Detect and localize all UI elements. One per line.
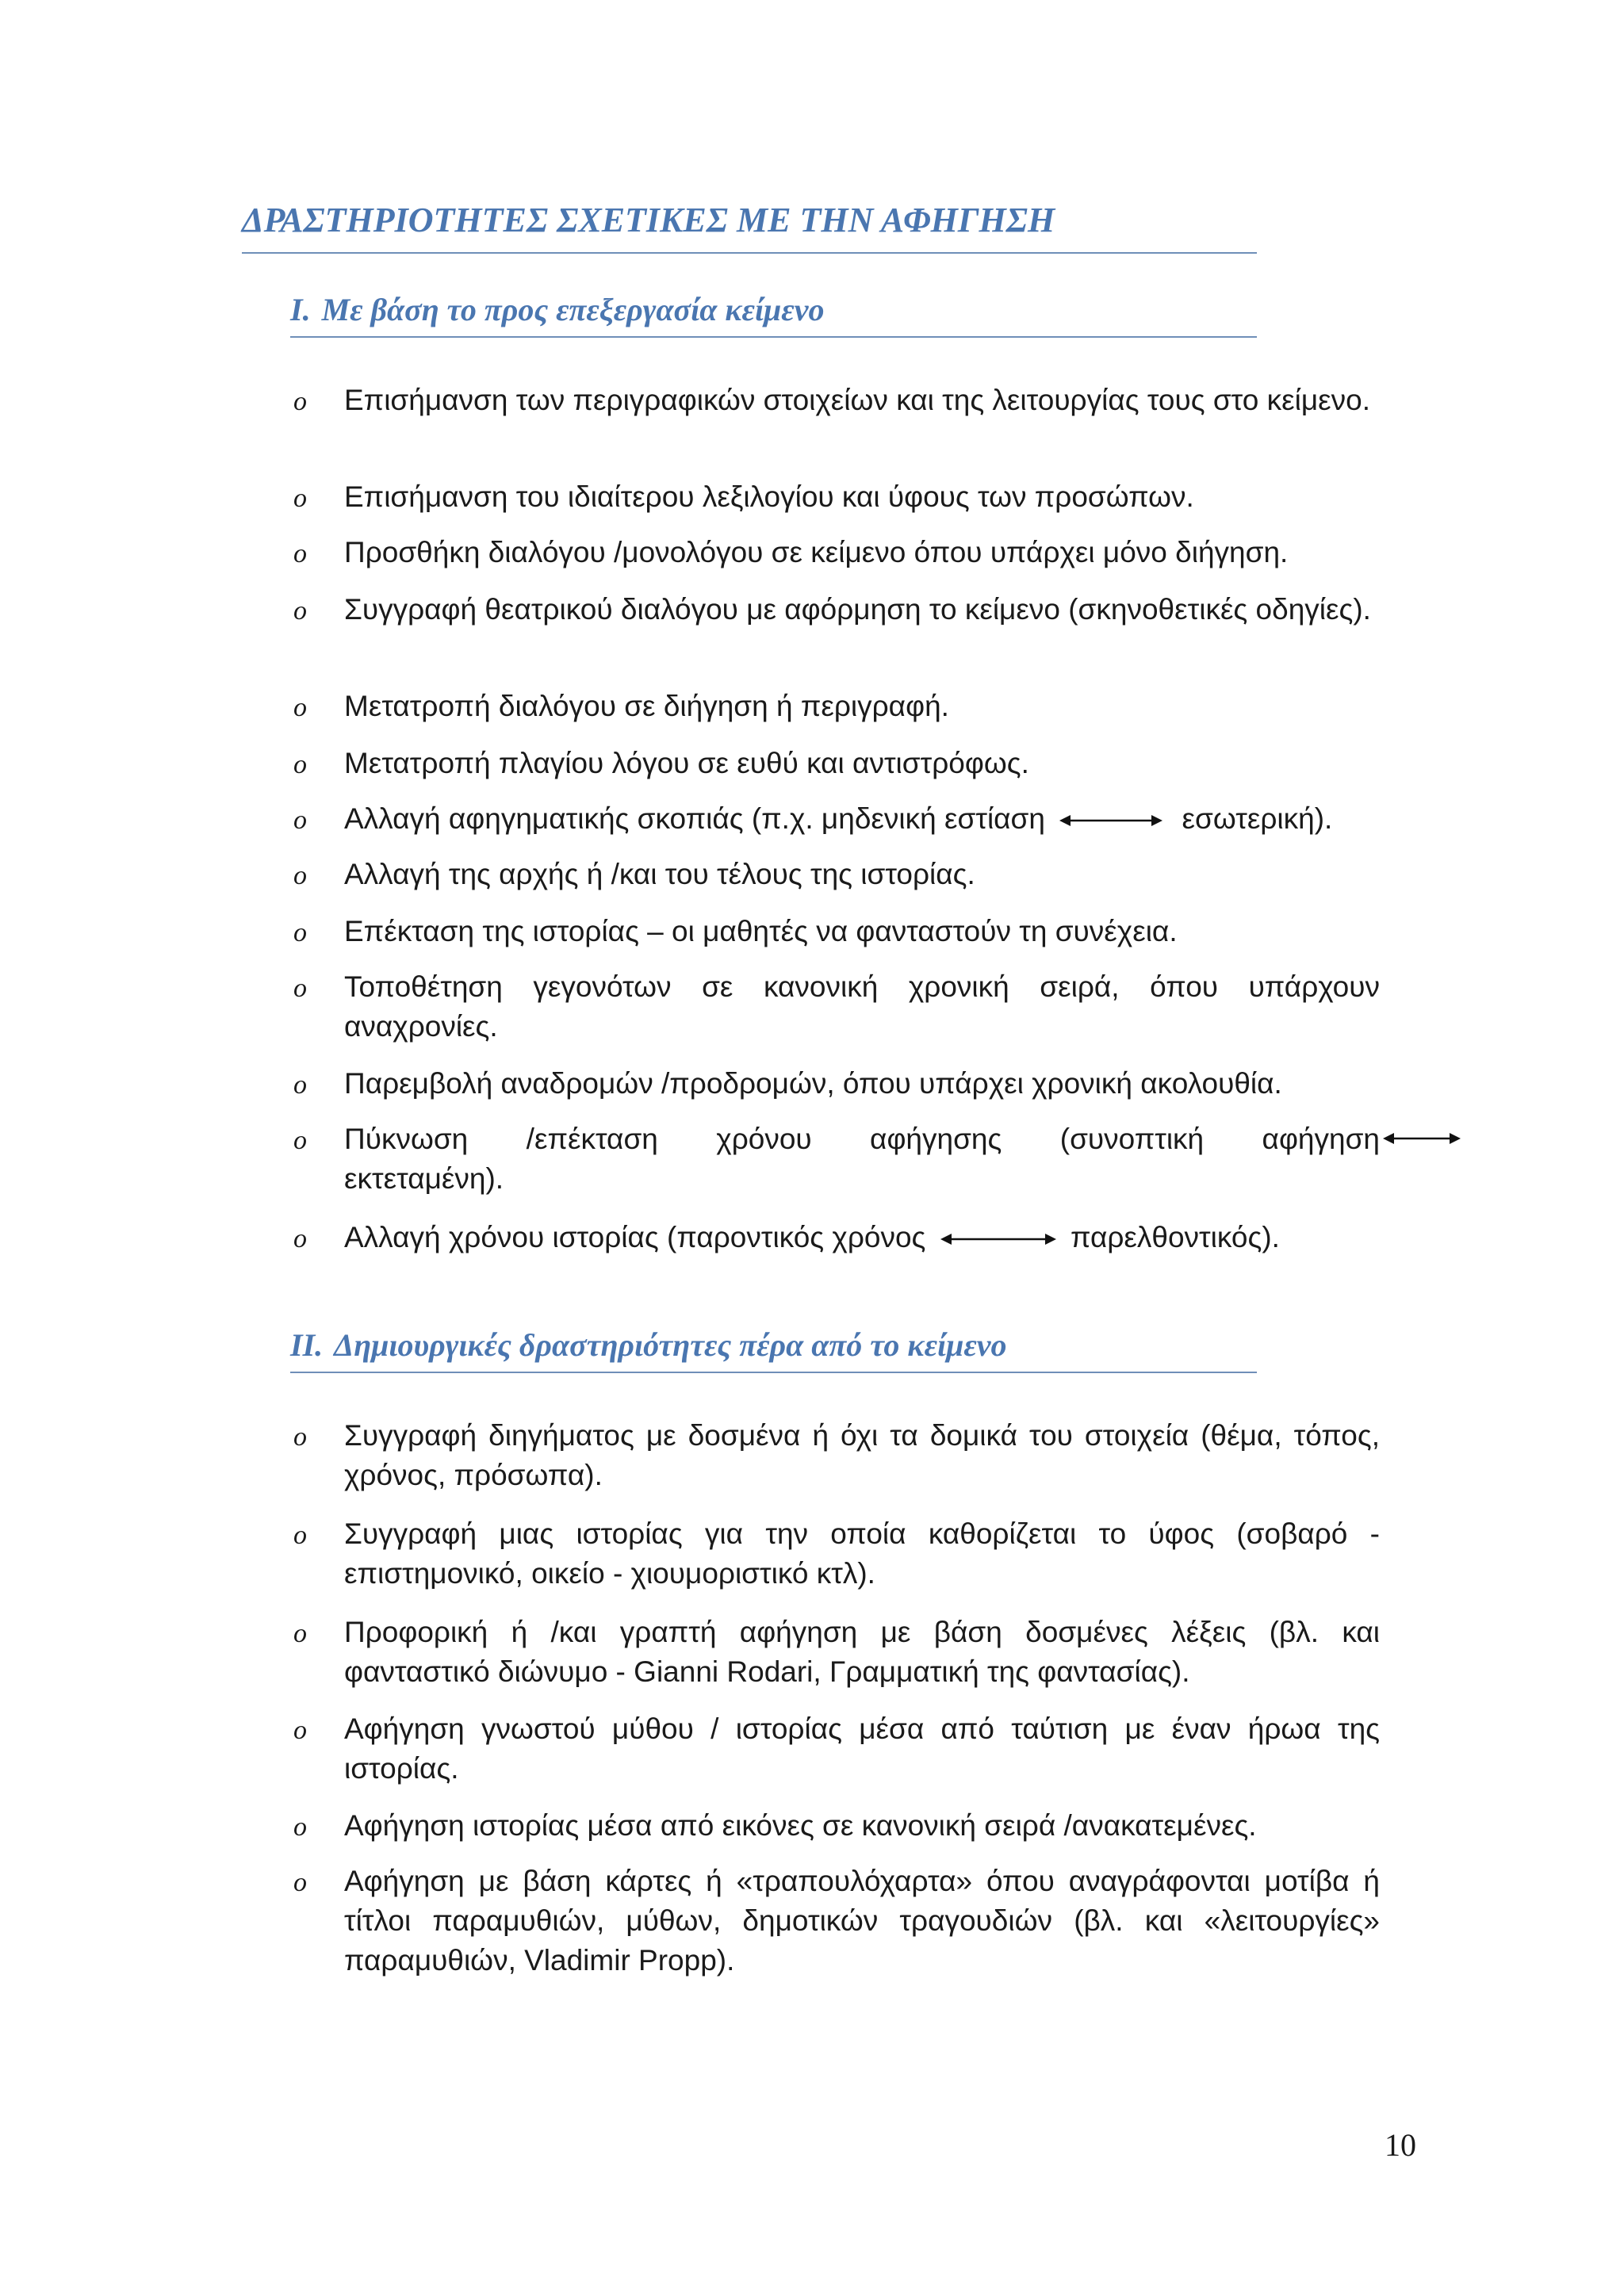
bullet-icon: o <box>293 1422 307 1452</box>
bullet-icon: o <box>293 1619 307 1648</box>
list-item-text: Επέκταση της ιστορίας – οι μαθητές να φανταστούν τη συνέχεια. <box>344 915 1178 947</box>
section-2-heading <box>290 1321 1257 1373</box>
list-item-text: Μετατροπή διαλόγου σε διήγηση ή περιγραφή. <box>344 690 949 722</box>
section-1-heading <box>290 285 1257 338</box>
text-after-arrow: παρελθοντικός). <box>1070 1221 1280 1253</box>
list-item-line-1: Πύκνωση /επέκταση χρόνου αφήγησης (συνοπτική αφήγηση <box>344 1123 1380 1155</box>
section-1-heading-text: Με βάση το προς επεξεργασία κείμενο <box>321 292 825 327</box>
list-item-text: Αλλαγή της αρχής ή /και του τέλους της ιστορίας. <box>344 858 975 890</box>
list-item-text <box>344 799 1380 839</box>
list-item-text <box>344 1119 1380 1199</box>
bullet-icon: o <box>293 539 307 568</box>
bullet-icon: o <box>293 387 307 416</box>
list-item-text: Επισήμανση των περιγραφικών στοιχείων και της λειτουργίας τους στο κείμενο. <box>344 384 1371 416</box>
bullet-icon: o <box>293 750 307 779</box>
list-item-text: Αφήγηση με βάση κάρτες ή «τραπουλόχαρτα» όπου αναγράφονται μοτίβα ή τίτλοι παραμυθιών, μύθων, δημοτικών τραγουδιών (βλ. και «λειτουργίες» παραμυθιών, Vladimir Propp). <box>344 1865 1380 1976</box>
list-item-text: Επισήμανση του ιδιαίτερου λεξιλογίου και ύφους των προσώπων. <box>344 480 1194 513</box>
section-1-number: I. <box>290 292 311 327</box>
list-item-text <box>344 1218 1380 1257</box>
list-item-text: Παρεμβολή αναδρομών /προδρομών, όπου υπάρχει χρονική ακολουθία. <box>344 1067 1282 1100</box>
bullet-icon: o <box>293 484 307 513</box>
list-item-text: Αφήγηση γνωστού μύθου / ιστορίας μέσα από ταύτιση με έναν ήρωα της ιστορίας. <box>344 1712 1380 1785</box>
text-before-arrow: Αλλαγή αφηγηματικής σκοπιάς (π.χ. μηδενική εστίαση <box>344 802 1045 835</box>
list-item-text: Συγγραφή διηγήματος με δοσμένα ή όχι τα δομικά του στοιχεία (θέμα, τόπος, χρόνος, πρόσωπα). <box>344 1419 1380 1491</box>
bullet-icon: o <box>293 974 307 1003</box>
bullet-icon: o <box>293 1868 307 1897</box>
bullet-icon: o <box>293 806 307 835</box>
bullet-icon: o <box>293 918 307 947</box>
bullet-icon: o <box>293 1224 307 1253</box>
page-number: 10 <box>1385 2127 1416 2163</box>
bullet-icon: o <box>293 1716 307 1745</box>
bullet-icon: o <box>293 861 307 890</box>
bullet-icon: o <box>293 1126 307 1155</box>
text-before-arrow: Αλλαγή χρόνου ιστορίας (παροντικός χρόνος <box>344 1221 926 1253</box>
list-item-text: Τοποθέτηση γεγονότων σε κανονική χρονική σειρά, όπου υπάρχουν αναχρονίες. <box>344 970 1380 1043</box>
list-item-text: Μετατροπή πλαγίου λόγου σε ευθύ και αντιστρόφως. <box>344 747 1029 779</box>
list-item-text: Προσθήκη διαλόγου /μονολόγου σε κείμενο όπου υπάρχει μόνο διήγηση. <box>344 536 1289 568</box>
page-title: ΔΡΑΣΤΗΡΙΟΤΗΤΕΣ ΣΧΕΤΙΚΕΣ ΜΕ ΤΗΝ ΑΦΗΓΗΣΗ <box>242 189 1257 254</box>
bullet-icon: o <box>293 1070 307 1100</box>
section-2-number: II. <box>290 1327 324 1363</box>
bullet-icon: o <box>293 693 307 722</box>
list-item-line-2: εκτεταμένη). <box>344 1162 504 1195</box>
bullet-icon: o <box>293 1521 307 1550</box>
text-after-arrow: εσωτερική). <box>1182 802 1333 835</box>
bullet-icon: o <box>293 596 307 626</box>
double-arrow-icon <box>1383 1131 1461 1150</box>
double-arrow-icon <box>1059 813 1162 828</box>
list-item-text: Αφήγηση ιστορίας μέσα από εικόνες σε κανονική σειρά /ανακατεμένες. <box>344 1809 1257 1842</box>
list-item-text: Συγγραφή θεατρικού διαλόγου με αφόρμηση το κείμενο (σκηνοθετικές οδηγίες). <box>344 593 1371 626</box>
double-arrow-icon <box>940 1231 1056 1247</box>
list-item-text: Προφορική ή /και γραπτή αφήγηση με βάση δοσμένες λέξεις (βλ. και φανταστικό διώνυμο - Gianni Rodari, Γραμματική της φαντασίας). <box>344 1616 1380 1688</box>
bullet-icon: o <box>293 1812 307 1842</box>
list-item-text: Συγγραφή μιας ιστορίας για την οποία καθορίζεται το ύφος (σοβαρό - επιστημονικό, οικείο - χιουμοριστικό κτλ). <box>344 1517 1380 1590</box>
section-2-heading-text: Δημιουργικές δραστηριότητες πέρα από το κείμενο <box>334 1327 1007 1363</box>
